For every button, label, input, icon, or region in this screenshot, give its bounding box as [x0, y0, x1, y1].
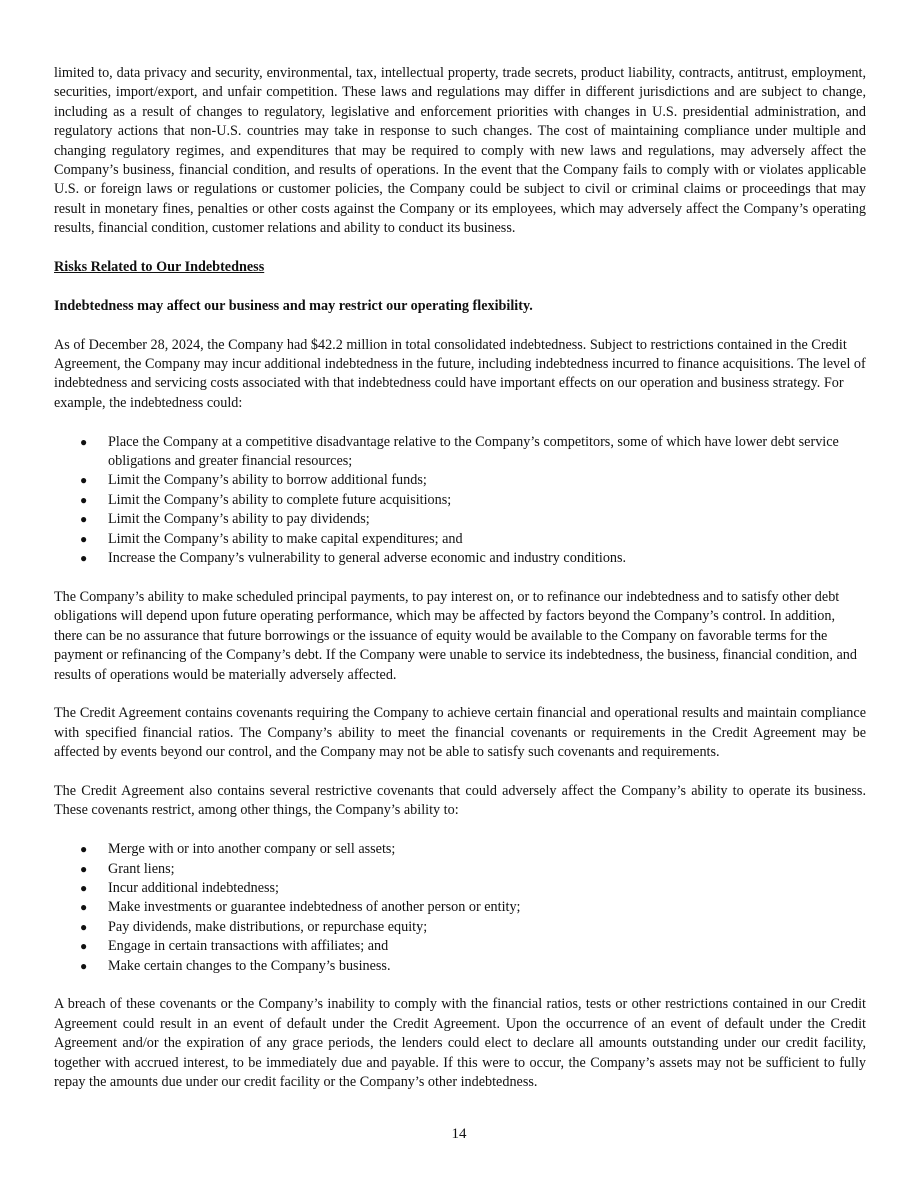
list-item: ● Limit the Company’s ability to pay dividends; [54, 510, 866, 529]
paragraph-financial-covenants: The Credit Agreement contains covenants requiring the Company to achieve certain financial and operational results and maintain compliance with specified financial ratios. The Company’s ability to meet the financial covenants or requirements in the Credit Agreement may be affected by events beyond our control, and the Company may not be able to satisfy such covenants and requirements. [54, 705, 866, 761]
paragraph-regulatory-compliance: limited to, data privacy and security, environmental, tax, intellectual property, trade secrets, product liability, contracts, antitrust, employment, securities, import/export, and unfair competition. These laws and regulations may differ in different jurisdictions and are subject to change, including as a result of changes to regulatory, legislative and enforcement priorities with changes in U.S. presidential administration, and regulatory actions that non-U.S. countries may take in response to such changes. The cost of maintaining compliance under multiple and changing regulatory regimes, and expenditures that may be required to comply with new laws and regulations, may adversely affect the Company’s business, financial condition, and results of operations. In the event that the Company fails to comply with or violates applicable U.S. or foreign laws or regulations or customer policies, the Company could be subject to civil or criminal claims or proceedings that may result in monetary fines, penalties or other costs against the Company or its employees, which may adversely affect the Company’s operating results, financial condition, customer relations and ability to conduct its business. [54, 65, 866, 237]
bullet-icon: ● [80, 861, 88, 876]
bullet-icon: ● [80, 492, 88, 507]
paragraph-breach-consequences: A breach of these covenants or the Company’s inability to comply with the financial ratios, tests or other restrictions contained in our Credit Agreement could result in an event of default under the Credit Agreement. Upon the occurrence of an event of default under the Credit Agreement and/or the expiration of any grace periods, the lenders could elect to declare all amounts outstanding under our credit facility, together with accrued interest, to be immediately due and payable. If this were to occur, the Company’s assets may not be sufficient to fully repay the amounts due under our credit facility or the Company’s other indebtedness. [54, 996, 866, 1090]
page-number: 14 [451, 1126, 467, 1142]
list-item: ● Limit the Company’s ability to complete future acquisitions; [54, 491, 866, 510]
list-item: ● Pay dividends, make distributions, or repurchase equity; [54, 918, 866, 937]
list-item: ● Merge with or into another company or sell assets; [54, 840, 866, 859]
list-item: ● Incur additional indebtedness; [54, 879, 866, 898]
bullet-icon: ● [80, 958, 88, 973]
list-item: ● Grant liens; [54, 860, 866, 879]
list-item: ● Engage in certain transactions with affiliates; and [54, 937, 866, 956]
list-item: ● Make investments or guarantee indebtedness of another person or entity; [54, 898, 866, 917]
bullet-icon: ● [80, 551, 88, 566]
covenant-restrictions-list [54, 840, 866, 976]
bullet-icon: ● [80, 939, 88, 954]
document-page [54, 64, 866, 1092]
bullet-icon: ● [80, 531, 88, 546]
paragraph-payment-ability: The Company’s ability to make scheduled principal payments, to pay interest on, or to refinance our indebtedness and to satisfy other debt obligations will depend upon future operating performance, which may be affected by factors beyond the Company’s control. In addition, there can be no assurance that future borrowings or the issuance of equity would be available to the Company on favorable terms for the payment or refinancing of the Company’s debt. If the Company were unable to service its indebtedness, the business, financial condition, and results of operations would be materially adversely affected. [54, 588, 857, 683]
paragraph-restrictive-covenants: The Credit Agreement also contains several restrictive covenants that could adversely affect the Company’s ability to operate its business. These covenants restrict, among other things, the Company’s ability to: [54, 782, 866, 819]
bullet-icon: ● [80, 919, 88, 934]
list-item: ● Limit the Company’s ability to make capital expenditures; and [54, 530, 866, 549]
indebtedness-effects-list [54, 433, 866, 569]
bullet-icon: ● [80, 512, 88, 527]
bullet-icon: ● [80, 900, 88, 915]
bullet-icon: ● [80, 473, 88, 488]
list-item: ● Limit the Company’s ability to borrow additional funds; [54, 471, 866, 490]
list-item: ● Place the Company at a competitive disadvantage relative to the Company’s competitors, some of which have lower debt service obligations and greater financial resources; [80, 433, 839, 470]
risk-heading: Indebtedness may affect our business and may restrict our operating flexibility. [54, 297, 533, 314]
paragraph-indebtedness-amount: As of December 28, 2024, the Company had $42.2 million in total consolidated indebtedness. Subject to restrictions contained in the Credit Agreement, the Company may incur additional indebtedness in the future, including indebtedness incurred to finance acquisitions. The level of indebtedness and servicing costs associated with that indebtedness could have important effects on our operation and business strategy. For example, the indebtedness could: [54, 336, 866, 411]
list-item: ● Increase the Company’s vulnerability to general adverse economic and industry conditions. [54, 549, 866, 568]
section-heading: Risks Related to Our Indebtedness [54, 259, 265, 276]
bullet-icon: ● [80, 842, 88, 857]
list-item: ● Make certain changes to the Company’s business. [54, 957, 866, 976]
bullet-icon: ● [80, 434, 88, 449]
bullet-icon: ● [80, 880, 88, 895]
